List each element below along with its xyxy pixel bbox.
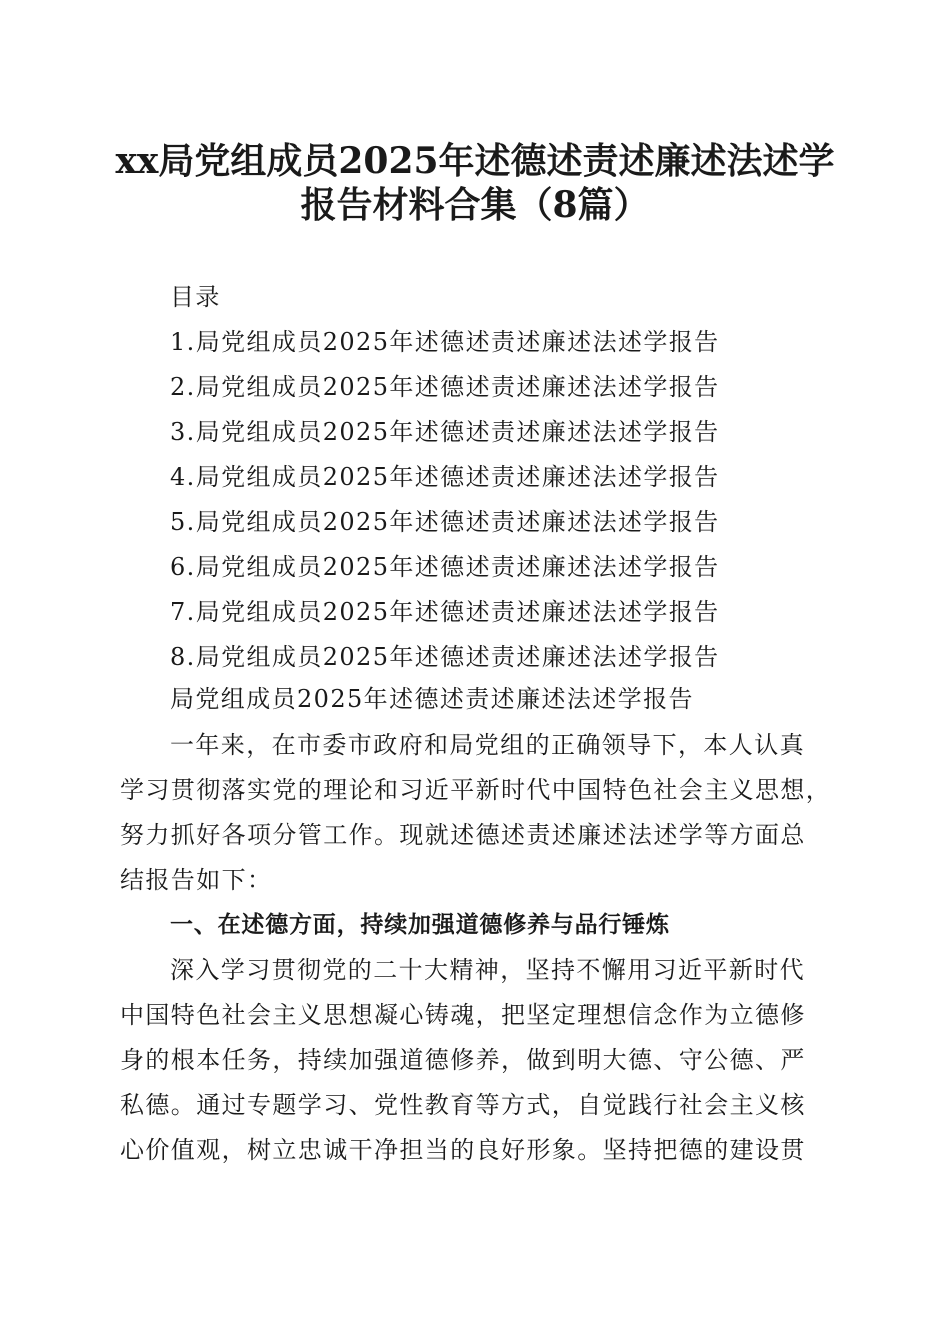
paragraph-line: 深入学习贯彻党的二十大精神，坚持不懈用习近平新时代 — [170, 956, 805, 984]
paragraph-line: 身的根本任务，持续加强道德修养，做到明大德、守公德、严 — [120, 1046, 806, 1074]
toc-item[interactable]: 1.局党组成员2025年述德述责述廉述法述学报告 — [170, 328, 720, 356]
toc-item[interactable]: 8.局党组成员2025年述德述责述廉述法述学报告 — [170, 643, 720, 671]
paragraph-line: 中国特色社会主义思想凝心铸魂，把坚定理想信念作为立德修 — [120, 1001, 806, 1029]
paragraph-line: 努力抓好各项分管工作。现就述德述责述廉述法述学等方面总 — [120, 821, 806, 849]
toc-item[interactable]: 6.局党组成员2025年述德述责述廉述法述学报告 — [170, 553, 720, 581]
document-title-line-2: 报告材料合集（8篇） — [300, 184, 650, 226]
section-heading: 一、在述德方面，持续加强道德修养与品行锤炼 — [170, 912, 670, 938]
paragraph-line: 学习贯彻落实党的理论和习近平新时代中国特色社会主义思想， — [120, 776, 832, 804]
toc-item[interactable]: 5.局党组成员2025年述德述责述廉述法述学报告 — [170, 508, 720, 536]
toc-item[interactable]: 4.局党组成员2025年述德述责述廉述法述学报告 — [170, 463, 720, 491]
article-title: 局党组成员2025年述德述责述廉述法述学报告 — [170, 685, 694, 713]
toc-item[interactable]: 7.局党组成员2025年述德述责述廉述法述学报告 — [170, 598, 720, 626]
toc-label: 目录 — [170, 283, 221, 311]
document-title-line-1: xx局党组成员2025年述德述责述廉述法述学 — [115, 140, 835, 182]
toc-item[interactable]: 3.局党组成员2025年述德述责述廉述法述学报告 — [170, 418, 720, 446]
paragraph-line: 心价值观，树立忠诚干净担当的良好形象。坚持把德的建设贯 — [120, 1136, 806, 1164]
paragraph-line: 一年来，在市委市政府和局党组的正确领导下，本人认真 — [170, 731, 805, 759]
toc-item[interactable]: 2.局党组成员2025年述德述责述廉述法述学报告 — [170, 373, 720, 401]
paragraph-line: 私德。通过专题学习、党性教育等方式，自觉践行社会主义核 — [120, 1091, 806, 1119]
paragraph-line: 结报告如下： — [120, 866, 273, 894]
